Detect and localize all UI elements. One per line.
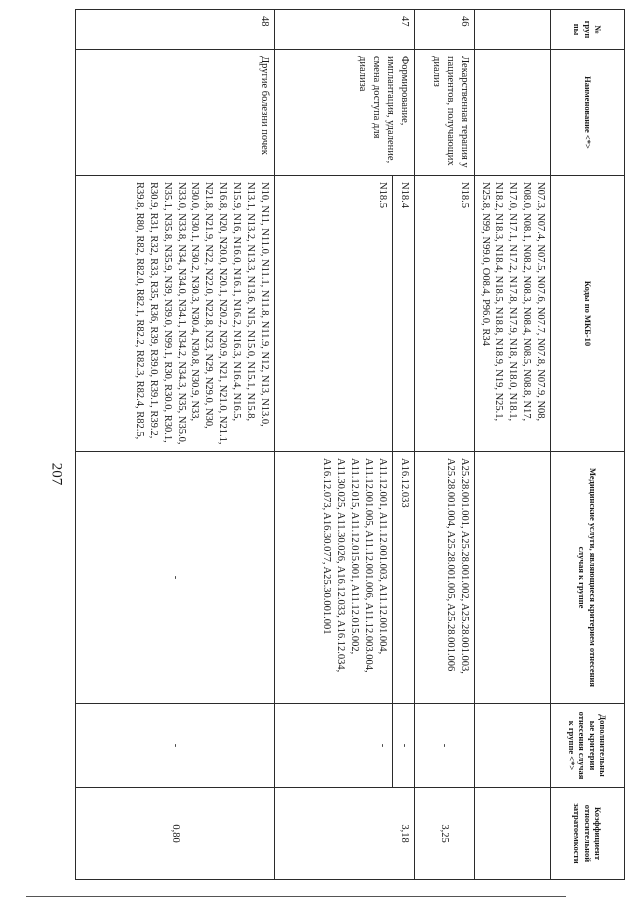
cell-empty: [474, 452, 550, 704]
cell-empty: [474, 50, 550, 176]
cell-group-no: 46: [414, 10, 474, 50]
cell-extra-criteria: -: [392, 704, 414, 788]
header-services: Медицинские услуги, являющиеся критерием отнесения случая к группе: [551, 452, 625, 704]
header-name: Наименование <*>: [551, 50, 625, 176]
table-row-48: [76, 10, 275, 880]
cell-services: A25.28.001.001, A25.28.001.002, A25.28.001.003, A25.28.001.004, A25.28.001.005, A25.28.001.006: [414, 452, 474, 704]
cell-services: A16.12.033: [392, 452, 414, 704]
cell-extra-criteria: -: [274, 704, 392, 788]
cell-icd-codes: N10, N11, N11.0, N11.1, N11.8, N11.9, N12, N13, N13.0, N13.1, N13.2, N13.3, N13.6, N15, N15.0, N15.1, N15.8, N15.9, N16, N16.0, N16.1, N16.2, N16.3, N16.4, N16.5, N16.8, N20, N20.0, N20.1, N20.2, N20.9, N21, N21.0, N21.1, N21.8, N21.9, N22, N22.0, N22.8, N23, N29, N29.0, N30, N30.0, N30.1, N30.2, N30.3, N30.4, N30.8, N30.9, N33, N33.0, N33.8, N34, N34.0, N34.1, N34.2, N34.3, N35, N35.0, N35.1, N35.8, N35.9, N39, N39.0, N99.1, R30, R30.0, R30.1, R30.9, R31, R32, R33, R35, R36, R39, R39.0, R39.1, R39.2, R39.8, R80, R82, R82.0, R82.1, R82.2, R82.3, R82.4, R82.5,: [76, 176, 275, 452]
cell-name: Другие болезни почек: [76, 50, 275, 176]
footer-rule: [26, 896, 566, 897]
page-number: 207: [48, 462, 65, 486]
cell-icd-codes: N18.5: [414, 176, 474, 452]
cell-icd-codes: N18.4: [392, 176, 414, 452]
table-row-continuation: [474, 10, 550, 880]
header-icd-codes: Коды по МКБ-10: [551, 176, 625, 452]
cell-services: -: [76, 452, 275, 704]
cell-group-no: 48: [76, 10, 275, 50]
cell-name: Формирование, имплантация, удаление, смена доступа для диализа: [274, 50, 414, 176]
cell-group-no: 47: [274, 10, 414, 50]
cell-name: Лекарственная терапия у пациентов, получающих диализ: [414, 50, 474, 176]
cell-icd-codes: N07.3, N07.4, N07.5, N07.6, N07.7, N07.8, N07.9, N08, N08.0, N08.1, N08.2, N08.3, N08.4, N08.5, N08.8, N17, N17.0, N17.1, N17.2, N17.8, N17.9, N18, N18.0, N18.1, N18.2, N18.3, N18.4, N18.5, N18.8, N18.9, N19, N25.1, N25.8, N99, N99.0, O08.4, P96.0, R34: [474, 176, 550, 452]
table-header-row: [551, 10, 625, 880]
cell-empty: [474, 10, 550, 50]
cell-extra-criteria: -: [414, 704, 474, 788]
cell-empty: [474, 788, 550, 880]
header-group-no: № груп пы: [551, 10, 625, 50]
cell-empty: [474, 704, 550, 788]
header-extra-criteria: Дополнительны ые критерии отнесения случая к группе <*>: [551, 704, 625, 788]
table-row-47a: [392, 10, 414, 880]
cell-coefficient: 3,18: [274, 788, 414, 880]
cell-services: A11.12.001, A11.12.001.003, A11.12.001.004, A11.12.001.005, A11.12.001.006, A11.12.003.004, A11.12.015, A11.12.015.001, A11.12.015.002, A11.30.025, A11.30.026, A16.12.033, A16.12.034, A16.12.073, A16.30.077, A25.30.001.001: [274, 452, 392, 704]
header-coefficient: Коэффициент относительной затратоемкости: [551, 788, 625, 880]
cell-extra-criteria: -: [76, 704, 275, 788]
ksg-table: [75, 9, 625, 880]
rotated-page-content: [75, 9, 625, 879]
table-row-46: [414, 10, 474, 880]
cell-coefficient: 3,25: [414, 788, 474, 880]
cell-coefficient: 0,80: [76, 788, 275, 880]
cell-icd-codes: N18.5: [274, 176, 392, 452]
